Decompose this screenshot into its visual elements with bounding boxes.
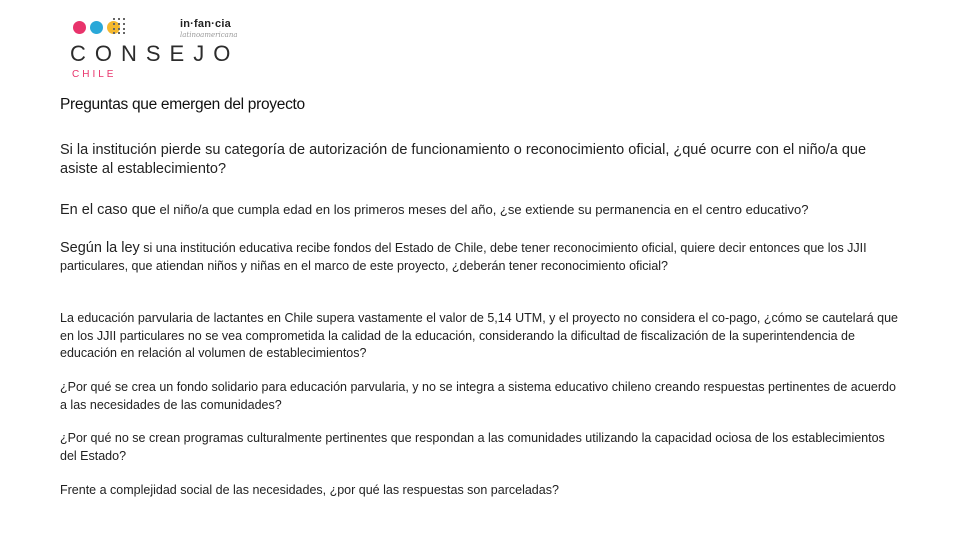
question-3-lead: Según la ley (60, 240, 140, 256)
blue-dot (90, 21, 103, 34)
brand-line1: in·fan·cia (180, 18, 231, 30)
question-2 (60, 201, 900, 219)
question-3 (60, 240, 900, 275)
question-3-rest: si una institución educativa recibe fondos del Estado de Chile, debe tener reconocimiento oficial, quiere decir entonces que los JJII particulares, que atiendan niños y niñas en el marco de este proyecto, ¿deberán tener reconocimiento oficial? (60, 241, 867, 273)
brand-country: CHILE (72, 69, 117, 80)
question-7: Frente a complejidad social de las necesidades, ¿por qué las respuestas son parceladas? (60, 483, 559, 497)
question-1: Si la institución pierde su categoría de autorización de funcionamiento o reconocimiento oficial, ¿qué ocurre con el niño/a que asiste al establecimiento? (60, 142, 867, 177)
question-4: La educación parvularia de lactantes en Chile supera vastamente el valor de 5,14 UTM, y el proyecto no considera el co-pago, ¿cómo se cautelará que en los JJII particulares no se vea comprometida la calidad de la educación, considerando la dificultad de fiscalización de la superintendencia de educación en relación al volumen de establecimientos? (60, 311, 898, 360)
question-5: ¿Por qué se crea un fondo solidario para educación parvularia, y no se integra a sistema educativo chileno creando respuestas pertinentes de acuerdo a las necesidades de las comunidades? (60, 380, 896, 412)
brand-line2: latinoamericana (180, 31, 238, 39)
consejo-logo (60, 14, 260, 84)
brand-name: CONSEJO (70, 41, 240, 66)
slide-title: Preguntas que emergen del proyecto (60, 96, 305, 113)
pink-dot (73, 21, 86, 34)
question-2-rest: el niño/a que cumpla edad en los primeros meses del año, ¿se extiende su permanencia en el centro educativo? (155, 202, 809, 217)
grid-icon (112, 17, 130, 35)
question-6: ¿Por qué no se crean programas culturalmente pertinentes que respondan a las comunidades utilizando la capacidad ociosa de los establecimientos del Estado? (60, 431, 885, 463)
question-2-lead: En el caso que (60, 202, 156, 218)
